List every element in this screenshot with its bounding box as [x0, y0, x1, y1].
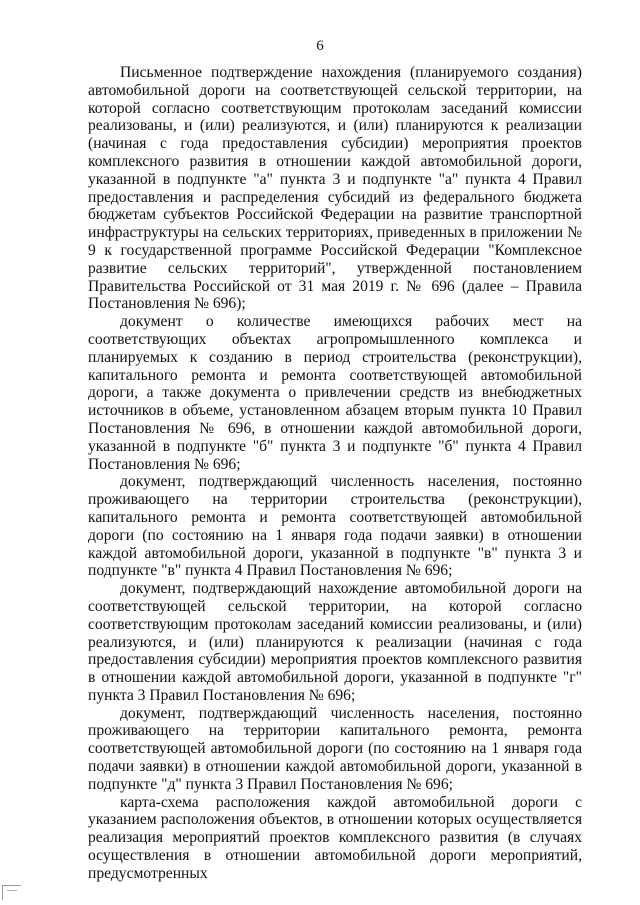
document-body	[88, 64, 582, 883]
paragraph-written-confirmation: Письменное подтверждение нахождения (планируемого создания) автомобильной дороги на соответствующей сельской территории, на которой согласно соответствующим протоколам заседаний комиссии реализованы, и (или) реализуются, и (или) планируются к реализации (начиная с года предоставления субсидии) мероприятия проектов комплексного развития в отношении каждой автомобильной дороги, указанной в подпункте "а" пункта 3 и подпункте "а" пункта 4 Правил предоставления и распределения субсидий из федерального бюджета бюджетам субъектов Российской Федерации на развитие транспортной инфраструктуры на сельских территориях, приведенных в приложении № 9 к государственной программе Российской Федерации "Комплексное развитие сельских территорий", утвержденной постановлением Правительства Российской от 31 мая 2019 г. № 696 (далее – Правила Постановления № 696);	[88, 64, 582, 313]
paragraph-population-construction: документ, подтверждающий численность населения, постоянно проживающего на территории строительства (реконструкции), капитального ремонта и ремонта соответствующей автомобильной дороги (по состоянию на 1 января года подачи заявки) в отношении каждой автомобильной дороги, указанной в подпункте "в" пункта 3 и подпункте "в" пункта 4 Правил Постановления № 696;	[88, 473, 582, 580]
paragraph-map-scheme: карта-схема расположения каждой автомобильной дороги с указанием расположения объектов, в отношении которых осуществляется реализация мероприятий проектов комплексного развития (в случаях осуществления в отношении автомобильной дороги мероприятий, предусмотренных	[88, 793, 582, 882]
scan-corner-mark	[2, 885, 21, 900]
paragraph-jobs-document: документ о количестве имеющихся рабочих мест на соответствующих объектах агропромышленного комплекса и планируемых к созданию в период строительства (реконструкции), капитального ремонта и ремонта соответствующей автомобильной дороги, а также документа о привлечении средств из внебюджетных источников в объеме, установленном абзацем вторым пункта 10 Правил Постановления № 696, в отношении каждой автомобильной дороги, указанной в подпункте "б" пункта 3 и подпункте "б" пункта 4 Правил Постановления № 696;	[88, 313, 582, 473]
paragraph-population-repair: документ, подтверждающий численность населения, постоянно проживающего на территории капитального ремонта, ремонта соответствующей автомобильной дороги (по состоянию на 1 января года подачи заявки) в отношении каждой автомобильной дороги, указанной в подпункте "д" пункта 3 Правил Постановления № 696;	[88, 704, 582, 793]
paragraph-road-location: документ, подтверждающий нахождение автомобильной дороги на соответствующей сельской территории, на которой согласно соответствующим протоколам заседаний комиссии реализованы, и (или) реализуются, и (или) планируются к реализации (начиная с года предоставления субсидии) мероприятия проектов комплексного развития в отношении каждой автомобильной дороги, указанной в подпункте "г" пункта 3 Правил Постановления № 696;	[88, 580, 582, 704]
page-number: 6	[316, 38, 324, 54]
